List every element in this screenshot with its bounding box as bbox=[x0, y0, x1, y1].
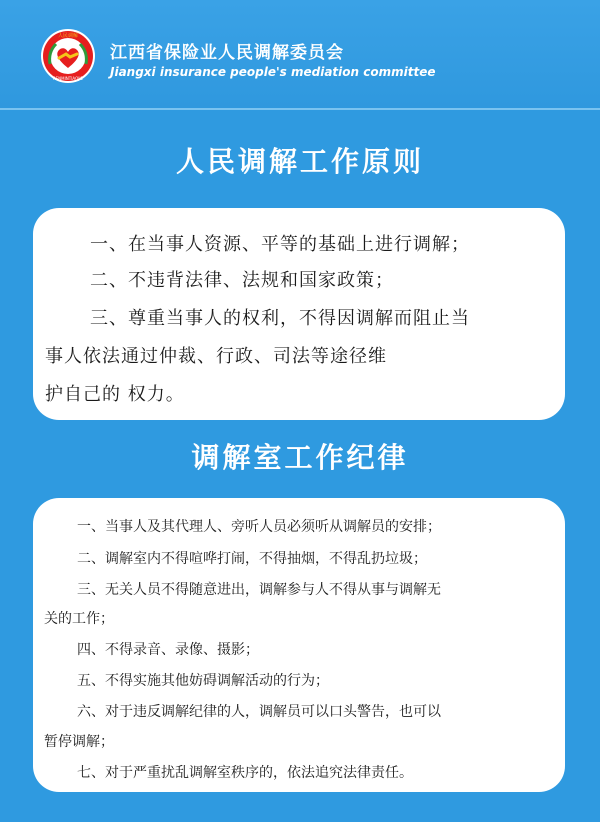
handshake-heart-emblem-icon bbox=[40, 28, 96, 84]
discipline-line: 七、对于严重扰乱调解室秩序的，依法追究法律责任。 bbox=[77, 765, 413, 781]
logo-bottom-text: RENMINTIAOJIE bbox=[52, 76, 84, 81]
discipline-line: 一、当事人及其代理人、旁听人员必须听从调解员的安排； bbox=[77, 519, 441, 535]
org-name-en: Jiangxi insurance people's mediation committee bbox=[110, 65, 436, 79]
principle-line: 三、尊重当事人的权利，不得因调解而阻止当 bbox=[90, 308, 470, 329]
org-name-cn: 江西省保险业人民调解委员会 bbox=[110, 43, 344, 63]
discipline-line: 四、不得录音、录像、摄影； bbox=[77, 642, 259, 658]
principle-line: 一、在当事人资源、平等的基础上进行调解； bbox=[90, 234, 470, 255]
discipline-line: 三、无关人员不得随意进出，调解参与人不得从事与调解无 bbox=[77, 582, 441, 598]
principles-title: 人民调解工作原则 bbox=[175, 145, 424, 178]
principles-card bbox=[33, 208, 565, 420]
discipline-card bbox=[33, 498, 565, 792]
discipline-line: 五、不得实施其他妨碍调解活动的行为； bbox=[77, 673, 329, 689]
header-divider bbox=[0, 108, 600, 110]
principle-line: 二、不违背法律、法规和国家政策； bbox=[90, 270, 394, 291]
discipline-line: 六、对于违反调解纪律的人，调解员可以口头警告，也可以 bbox=[77, 704, 441, 720]
principle-line: 护自己的 权力。 bbox=[45, 384, 185, 405]
discipline-line: 关的工作； bbox=[44, 611, 114, 627]
discipline-line: 二、调解室内不得喧哗打闹，不得抽烟，不得乱扔垃圾； bbox=[77, 551, 427, 567]
logo-top-text: 人民调解 bbox=[57, 33, 79, 39]
discipline-line: 暂停调解； bbox=[44, 734, 114, 750]
discipline-title: 调解室工作纪律 bbox=[191, 441, 409, 474]
principle-line: 事人依法通过仲裁、行政、司法等途径维 bbox=[45, 346, 387, 367]
